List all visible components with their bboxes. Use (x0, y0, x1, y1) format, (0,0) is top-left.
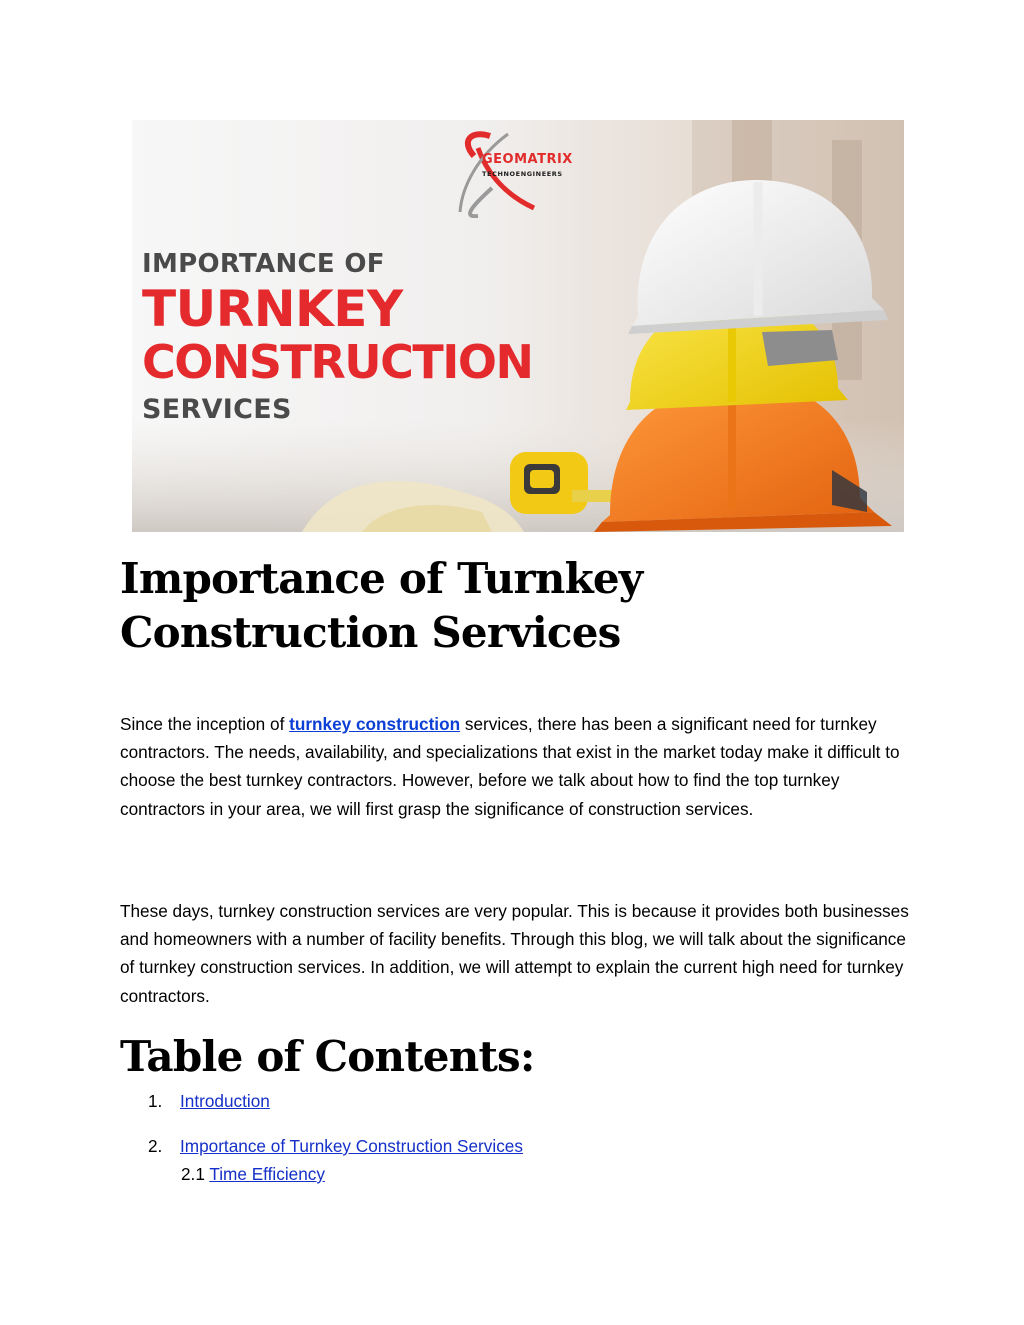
geomatrix-logo (448, 126, 588, 218)
intro-text-start: Since the inception of (120, 714, 290, 734)
banner-heading (142, 246, 533, 432)
toc-subitem-number: 2.1 (181, 1164, 205, 1184)
toc-link-time-efficiency[interactable]: Time Efficiency (209, 1164, 325, 1184)
toc-item-number: 2. (148, 1136, 163, 1156)
intro-text-end: services, there has been a significant need for turnkey contractors. The needs, availability, and specializations that exist in the market today make it difficult to choose the best turnkey contractors. However, before we talk about how to find the top turnkey contractors in your area, we will first grasp the significance of construction services. (120, 714, 900, 819)
toc-link-importance[interactable]: Importance of Turnkey Construction Services (180, 1136, 523, 1156)
banner-heading-line3: CONSTRUCTION (142, 335, 533, 389)
page-title: Importance of Turnkey Construction Services (120, 554, 643, 657)
banner-heading-line4: SERVICES (142, 394, 292, 425)
logo-name: GEOMATRIX (482, 152, 573, 167)
body-paragraph: These days, turnkey construction services are very popular. This is because it provides both businesses and homeowners with a number of facility benefits. Through this blog, we will talk about the significance of turnkey construction services. In addition, we will attempt to explain the current high need for turnkey contractors. (120, 901, 909, 1006)
logo-tagline: TECHNOENGINEERS (482, 170, 563, 178)
toc-subitem (181, 1160, 325, 1188)
toc-item (148, 1087, 270, 1115)
banner-heading-line1: IMPORTANCE OF (142, 249, 385, 279)
toc-heading: Table of Contents: (120, 1032, 535, 1081)
toc-item-number: 1. (148, 1091, 163, 1111)
hero-banner (132, 120, 904, 532)
turnkey-construction-link[interactable]: turnkey construction (289, 714, 461, 734)
toc-link-introduction[interactable]: Introduction (180, 1091, 270, 1111)
intro-paragraph (120, 710, 910, 823)
banner-heading-line2: TURNKEY (142, 280, 403, 338)
toc-item (148, 1132, 523, 1160)
